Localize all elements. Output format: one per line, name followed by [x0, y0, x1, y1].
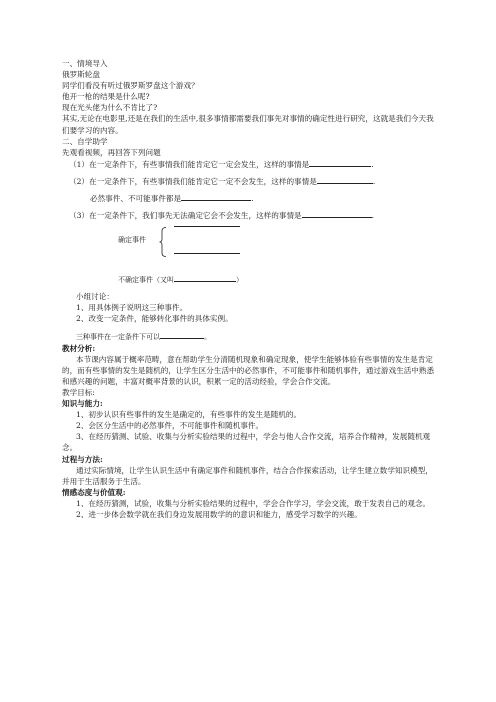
- question-text: 必然事件、不可能事件都是: [90, 194, 182, 204]
- question-text: （3）在一定条件下，我们事先无法确定它会不会发生，这样的事情是: [69, 211, 302, 221]
- teaching-goals-heading: 教学目标:: [62, 387, 95, 397]
- undetermined-event-line: [118, 273, 243, 286]
- attitude-item: 1、在经历猜测，试验，收集与分析实验结果的过程中，学会合作学习，学会交流，敢于发表自己的观念。: [76, 498, 431, 508]
- section-heading-situation: 一、情境导入: [62, 59, 108, 68]
- discussion-item: 2、改变一定条件，能够转化事件的具体实例。: [76, 314, 233, 324]
- answer-blank: [309, 158, 374, 169]
- question-end: .: [371, 159, 374, 169]
- paragraph: 其实,无论在电影里,还是在我们的生活中,很多事情都需要我们事先对事情的确定性进行研究，这就是我们今天我们要学习的内容。: [62, 114, 434, 135]
- knowledge-item: 2、会区分生活中的必然事件，不可能事件和随机事件。: [76, 421, 264, 431]
- knowledge-item: 3、在经历猜测、试验、收集与分析实验结果的过程中，学会与他人合作交流，培养合作精神，发展随机观念。: [62, 432, 431, 453]
- answer-blank: [174, 226, 240, 227]
- analysis-paragraph: 本节课内容属于概率范畴，意在帮助学生分清随机现象和确定现象，使学生能够体验有些事情的发生是肯定的，而有些事情的发生是随机的，让学生区分生活中的必然事件，不可能事件和随机事件，通过游戏生活中熟悉和感兴趣的问题，丰富对概率背景的认识，积累一定的活动经验，学会合作交流。: [62, 354, 435, 386]
- answer-blank: [160, 330, 204, 339]
- knowledge-item: 1、初步认识有些事件的发生是确定的，有些事件的发生是随机的。: [76, 410, 302, 420]
- question-text: （1）在一定条件下，有些事情我们能肯定它一定会发生，这样的事情是: [69, 159, 310, 169]
- answer-blank: [317, 175, 376, 186]
- answer-blank: [181, 192, 254, 204]
- discussion-item: 1、用具体例子说明这三种事件。: [76, 303, 188, 313]
- process-heading: 过程与方法:: [62, 454, 103, 464]
- discussion-conclusion: [62, 330, 440, 343]
- question-end: .: [372, 176, 376, 186]
- conclusion-end: 。: [204, 332, 211, 341]
- paragraph: 同学们看没有听过俄罗斯罗盘这个游戏？: [62, 81, 199, 91]
- paragraph: 先观看视频，再回答下列问题: [62, 147, 161, 157]
- question-2b: [62, 192, 440, 204]
- paragraph: 俄罗斯轮盘: [62, 70, 100, 80]
- undetermined-end: ）: [236, 276, 243, 285]
- paragraph: 现在光头佬为什么不肯比了?: [62, 103, 158, 113]
- answer-blank: [174, 253, 240, 254]
- question-2: [62, 175, 440, 187]
- determined-event-label: 确定事件: [118, 236, 146, 245]
- question-end: .: [371, 211, 375, 221]
- event-classification-diagram: [62, 226, 440, 286]
- undetermined-event-label: 不确定事件（又叫: [118, 276, 174, 285]
- process-paragraph: 通过实际情境，让学生认识生活中有确定事件和随机事件，结合合作探索活动，让学生建立数学知识模型，并用于生活服务于生活。: [62, 465, 433, 486]
- answer-blank: [302, 209, 375, 221]
- answer-blank: [174, 273, 236, 282]
- conclusion-text: 三种事件在一定条件下可以: [76, 332, 160, 341]
- brace-icon: [159, 227, 167, 257]
- paragraph: 他开一枪的结果是什么呢?: [62, 92, 150, 102]
- question-end: .: [251, 194, 254, 204]
- question-3: [62, 209, 440, 221]
- attitude-item: 2、进一步体会数学就在我们身边发展用数学的的意识和能力，感受学习数学的兴趣。: [76, 510, 362, 519]
- analysis-heading: 教材分析:: [62, 343, 96, 353]
- attitude-heading: 情感态度与价值观:: [62, 487, 126, 497]
- question-text: （2）在一定条件下，有些事情我们能肯定它一定不会发生，这样的事情是: [69, 176, 317, 186]
- knowledge-heading: 知识与能力:: [62, 399, 103, 409]
- discussion-heading: 小组讨论：: [76, 292, 114, 302]
- question-1: [62, 158, 440, 170]
- document-page: [62, 58, 440, 520]
- section-heading-self-study: 二、自学助学: [62, 136, 108, 146]
